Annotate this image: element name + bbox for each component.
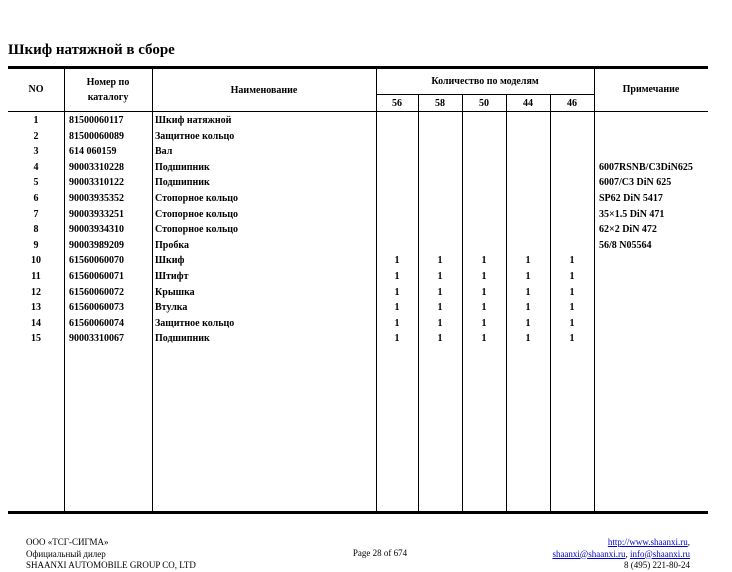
table-cell: 61560060074: [69, 317, 124, 329]
table-cell: 1: [569, 286, 575, 298]
header-model: 56: [392, 98, 402, 109]
footer-company: ООО «ТСГ-СИГМА»: [26, 537, 109, 547]
table-cell: 1: [569, 302, 575, 314]
table-cell: 1: [481, 255, 487, 267]
table-cell: 81500060117: [69, 115, 124, 126]
table-cell: 1: [394, 271, 400, 282]
table-cell: 1: [569, 255, 575, 267]
page-number: Page 28 of 674: [352, 548, 408, 558]
table-cell: 11: [31, 271, 41, 282]
table-cell: 12: [31, 286, 41, 298]
table-cell: 8: [33, 224, 39, 236]
table-cell: 1: [481, 317, 487, 329]
table-cell: 6007RSNB/C3DiN625: [599, 161, 693, 173]
table-cell: 81500060089: [69, 130, 124, 142]
table-cell: Защитное кольцо: [155, 130, 235, 142]
table-cell: 1: [394, 333, 400, 345]
table-cell: 61560060073: [69, 302, 124, 314]
table-cell: 1: [394, 255, 400, 267]
parts-table: [8, 66, 708, 514]
site-link[interactable]: http://www.shaanxi.ru: [607, 537, 688, 547]
table-cell: Крышка: [155, 286, 195, 298]
table-cell: 35×1.5 DiN 471: [599, 208, 665, 220]
footer-group: SHAANXI AUTOMOBILE GROUP CO, LTD: [26, 560, 196, 570]
table-cell: 1: [437, 286, 443, 298]
table-cell: Подшипник: [155, 333, 210, 345]
table-cell: 1: [437, 271, 443, 282]
table-cell: 1: [525, 333, 531, 345]
header-note: Примечание: [622, 84, 680, 95]
table-cell: 61560060071: [69, 271, 124, 282]
table-cell: Штифт: [155, 271, 189, 282]
table-cell: 1: [437, 317, 443, 329]
table-cell: 90003933251: [69, 208, 124, 220]
table-cell: 90003989209: [69, 239, 124, 251]
footer-phone: 8 (495) 221-80-24: [624, 560, 690, 570]
table-cell: 1: [481, 286, 487, 298]
table-cell: 614 060159: [69, 146, 117, 158]
table-cell: 1: [481, 302, 487, 314]
table-cell: Пробка: [155, 239, 189, 251]
page-title: Шкиф натяжной в сборе: [8, 42, 175, 58]
table-cell: 1: [437, 333, 443, 345]
table-cell: 1: [525, 302, 531, 314]
header-catalog: Номер по каталогу: [86, 77, 130, 103]
table-cell: Шкиф натяжной: [155, 115, 232, 126]
table-cell: 7: [33, 208, 39, 220]
table-cell: 1: [394, 286, 400, 298]
table-cell: Стопорное кольцо: [155, 193, 239, 204]
table-cell: 1: [569, 333, 575, 345]
table-cell: 1: [437, 302, 443, 314]
table-cell: 90003310122: [69, 177, 124, 189]
table-cell: 5: [33, 177, 39, 189]
header-model: 44: [523, 98, 533, 109]
table-cell: 1: [525, 317, 531, 329]
table-cell: SP62 DiN 5417: [599, 193, 663, 204]
table-cell: 90003310228: [69, 161, 124, 173]
table-cell: 10: [31, 255, 41, 267]
table-cell: 1: [525, 271, 531, 282]
table-cell: 1: [569, 317, 575, 329]
table-cell: 6007/C3 DiN 625: [599, 177, 672, 189]
table-cell: 1: [525, 255, 531, 267]
table-cell: 15: [31, 333, 41, 345]
table-cell: 9: [33, 239, 39, 251]
header-name: Наименование: [230, 85, 298, 96]
table-cell: 2: [33, 130, 39, 142]
table-cell: 1: [481, 271, 487, 282]
table-cell: Стопорное кольцо: [155, 224, 239, 236]
table-cell: Вал: [155, 146, 173, 158]
table-cell: 3: [33, 146, 39, 158]
header-model: 58: [435, 98, 445, 109]
table-cell: 6: [33, 193, 39, 204]
table-cell: Подшипник: [155, 177, 210, 189]
footer-dealer: Официальный дилер: [26, 548, 106, 559]
email-link[interactable]: info@shaanxi.ru: [629, 548, 690, 559]
table-cell: 61560060070: [69, 255, 124, 267]
header-model: 50: [479, 98, 489, 109]
table-cell: 1: [525, 286, 531, 298]
table-cell: Шкиф: [155, 255, 185, 267]
footer-right: http://www.shaanxi.ru, shaanxi@shaanxi.ru, info@shaanxi.ru 8 (495) 221-80-24: [552, 537, 690, 570]
header-qty-by-models: Количество по моделям: [431, 76, 539, 87]
table-cell: 1: [437, 255, 443, 267]
footer-left: [26, 537, 196, 572]
table-cell: 4: [33, 161, 39, 173]
email-link[interactable]: shaanxi@shaanxi.ru: [552, 548, 626, 559]
header-model: 46: [567, 98, 577, 109]
table-cell: 90003310067: [69, 333, 124, 345]
header-no: NO: [28, 84, 44, 95]
table-cell: 62×2 DiN 472: [599, 224, 657, 236]
table-cell: 90003935352: [69, 193, 124, 204]
table-cell: Защитное кольцо: [155, 317, 235, 329]
table-cell: Втулка: [155, 302, 188, 314]
table-cell: 1: [569, 271, 575, 282]
table-cell: 1: [394, 317, 400, 329]
table-cell: 90003934310: [69, 224, 124, 236]
table-cell: 14: [31, 317, 41, 329]
table-cell: 13: [31, 302, 41, 314]
table-cell: Подшипник: [155, 161, 210, 173]
table-cell: 56/8 N05564: [599, 239, 652, 251]
table-cell: 61560060072: [69, 286, 124, 298]
table-cell: 1: [33, 115, 39, 126]
table-cell: 1: [481, 333, 487, 345]
table-cell: 1: [394, 302, 400, 314]
table-cell: Стопорное кольцо: [155, 208, 239, 220]
